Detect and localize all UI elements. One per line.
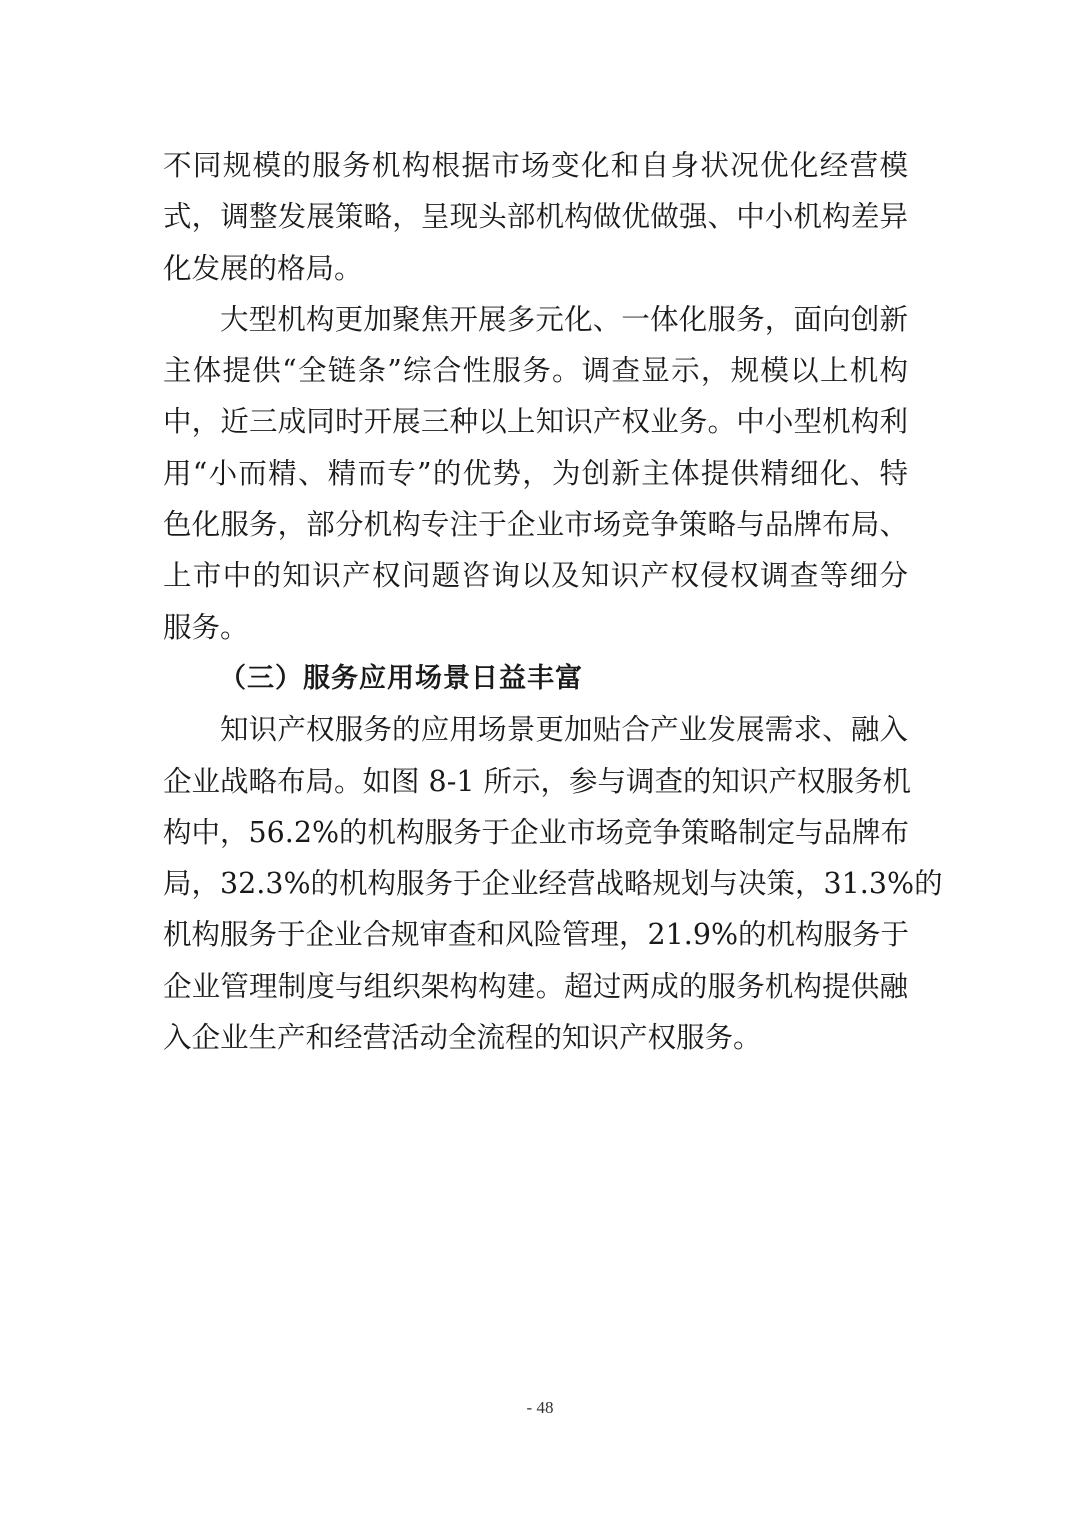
paragraph-line: 构中，56.2%的机构服务于企业市场竞争策略制定与品牌布 xyxy=(163,815,910,849)
paragraph-line: 大型机构更加聚焦开展多元化、一体化服务，面向创新 xyxy=(220,302,908,336)
paragraph-line: 入企业生产和经营活动全流程的知识产权服务。 xyxy=(163,1021,762,1055)
paragraph-line: 服务。 xyxy=(163,610,249,644)
paragraph-line: 色化服务，部分机构专注于企业市场竞争策略与品牌布局、 xyxy=(163,508,908,542)
paragraph-line: 知识产权服务的应用场景更加贴合产业发展需求、融入 xyxy=(220,713,908,747)
paragraph-line: 企业战略布局。如图 8-1 所示，参与调查的知识产权服务机 xyxy=(163,764,912,798)
paragraph-2 xyxy=(163,294,908,653)
paragraph-3 xyxy=(163,704,943,1063)
paragraph-line: 不同规模的服务机构根据市场变化和自身状况优化经营模 xyxy=(163,149,908,182)
paragraph-line: 上市中的知识产权问题咨询以及知识产权侵权调查等细分 xyxy=(163,559,908,593)
paragraph-line: 局，32.3%的机构服务于企业经营战略规划与决策，31.3%的 xyxy=(163,867,943,901)
page-number: - 48 xyxy=(526,1398,554,1417)
paragraph-line: 式，调整发展策略，呈现头部机构做优做强、中小机构差异 xyxy=(163,200,908,234)
paragraph-line: 化发展的格局。 xyxy=(163,251,363,285)
body-text xyxy=(163,140,943,1063)
paragraph-line: 机构服务于企业合规审查和风险管理，21.9%的机构服务于 xyxy=(163,918,910,952)
paragraph-1 xyxy=(163,140,908,294)
paragraph-line: 中，近三成同时开展三种以上知识产权业务。中小型机构利 xyxy=(163,405,908,439)
paragraph-line: 用“小而精、精而专”的优势，为创新主体提供精细化、特 xyxy=(163,456,908,490)
paragraph-line: 主体提供“全链条”综合性服务。调查显示，规模以上机构 xyxy=(163,354,908,388)
section-heading: （三）服务应用场景日益丰富 xyxy=(219,662,583,694)
paragraph-line: 企业管理制度与组织架构构建。超过两成的服务机构提供融 xyxy=(163,969,908,1003)
